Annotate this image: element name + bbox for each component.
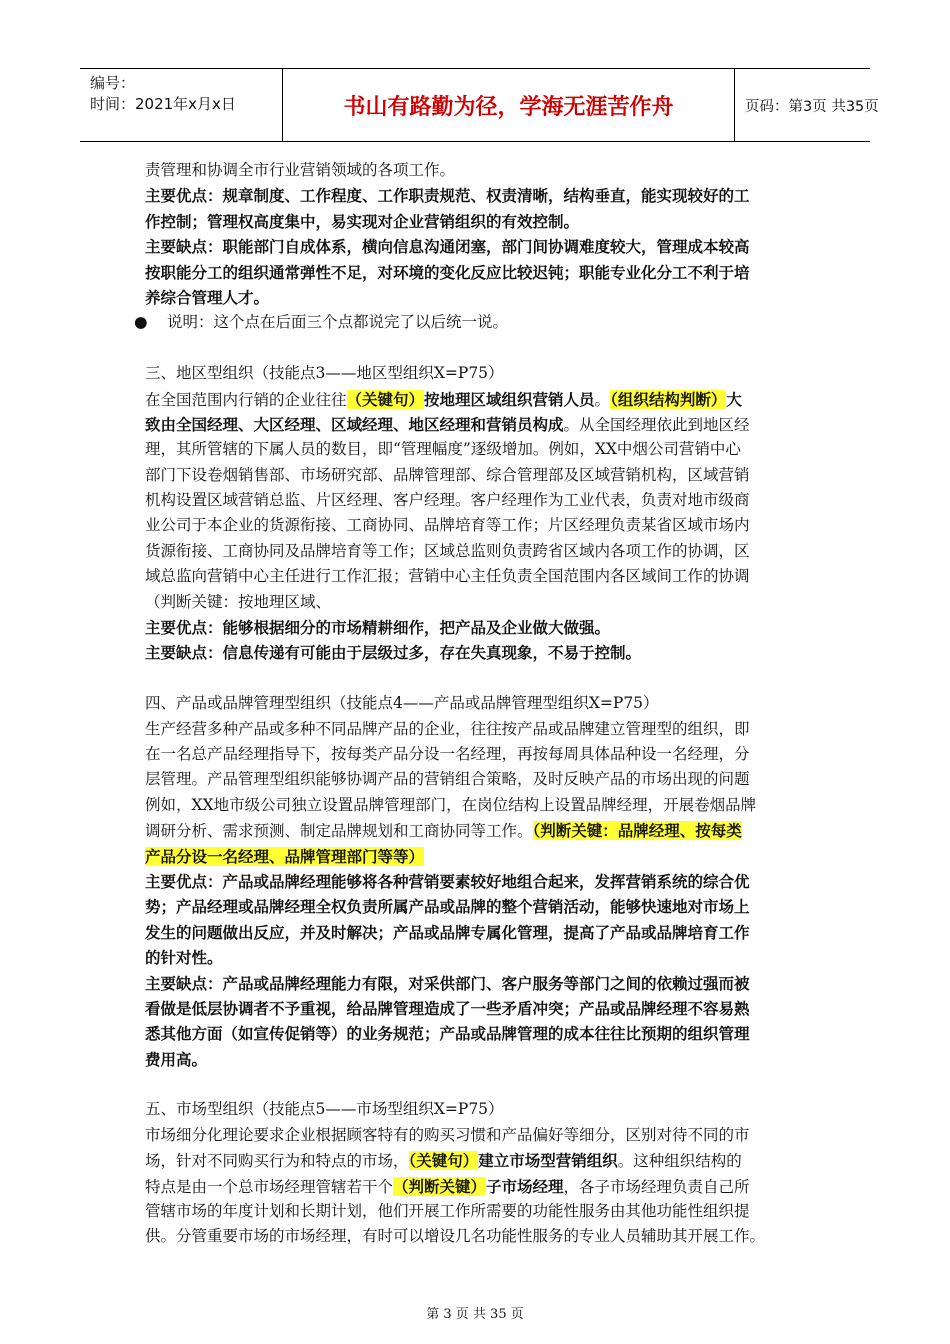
- advantages-line: 势；产品经理或品牌经理全权负责所属产品或品牌的整个营销活动，能够快速地对市场上: [145, 897, 750, 917]
- note-text: 说明：这个点在后面三个点都说完了以后统一说。: [167, 313, 509, 332]
- text-line: （判断关键：按地理区域、: [145, 592, 332, 611]
- header-motto: 书山有路勤为径，学海无涯苦作舟: [283, 69, 735, 141]
- advantages-line: 发生的问题做出反应，并及时解决；产品或品牌专属化管理，提高了产品或品牌培育工作: [145, 922, 750, 942]
- advantages-line: 主要优点：规章制度、工作程度、工作职责规范、权责清晰，结构垂直，能实现较好的工: [145, 186, 750, 206]
- header-meta: [80, 69, 283, 141]
- advantages-line: 主要优点：能够根据细分的市场精耕细作，把产品及企业做大做强。: [145, 618, 611, 638]
- page-header: [80, 68, 879, 142]
- section-title: 五、市场型组织（技能点5——市场型组织X=P75）: [145, 1100, 504, 1119]
- text-line: 理，其所管辖的下属人员的数目，即“管理幅度”逐级增加。例如，XX中烟公司营销中心: [145, 440, 741, 459]
- date-label: 时间：2021年x月x日: [90, 95, 236, 113]
- text-line: 特点是由一个总市场经理管辖若干个（判断关键）子市场经理，各子市场经理负责自己所: [145, 1176, 750, 1196]
- text-line: 部门下设卷烟销售部、市场研究部、品牌管理部、综合管理部及区域营销机构，区域营销: [145, 465, 750, 484]
- disadvantages-line: 主要缺点：产品或品牌经理能力有限，对采供部门、客户服务等部门之间的依赖过强而被: [145, 973, 750, 993]
- text-line: 责管理和协调全市行业营销领域的各项工作。: [145, 161, 456, 179]
- disadvantages-line: 养综合管理人才。: [145, 287, 270, 307]
- disadvantages-line: 按职能分工的组织通常弹性不足，对环境的变化反应比较迟钝；职能专业化分工不利于培: [145, 262, 750, 282]
- header-page-info: 页码：第3页 共35页: [745, 98, 879, 115]
- disadvantages-line: 费用高。: [145, 1049, 208, 1069]
- disadvantages-line: 看做是低层协调者不予重视，给品牌管理造成了一些矛盾冲突；产品或品牌经理不容易熟: [145, 998, 750, 1018]
- text-line: 供。分管重要市场的市场经理，有时可以增设几名功能性服务的专业人员辅助其开展工作。: [145, 1227, 766, 1246]
- text-line: 业公司于本企业的货源衔接、工商协同、品牌培育等工作；片区经理负责某省区域市场内: [145, 516, 750, 535]
- highlight-key-sentence: （关键句）: [346, 389, 425, 409]
- highlight-judgement-key: （判断关键）: [393, 1176, 487, 1196]
- disadvantages-line: 悉其他方面（如宣传促销等）的业务规范；产品或品牌管理的成本往往比预期的组织管理: [145, 1024, 750, 1044]
- disadvantages-line: 主要缺点：职能部门自成体系，横向信息沟通闭塞，部门间协调难度较大，管理成本较高: [145, 237, 750, 257]
- highlight-judgement-key: （判断关键：品牌经理、按每类: [532, 821, 742, 841]
- text-line: 例如，XX地市级公司独立设置品牌管理部门，在岗位结构上设置品牌经理，开展卷烟品牌: [145, 795, 757, 814]
- text-line: 致由全国经理、大区经理、区域经理、地区经理和营销员构成。从全国经理依此到地区经: [145, 414, 750, 434]
- text-line: 机构设置区域营销总监、片区经理、客户经理。客户经理作为工业代表，负责对地市级商: [145, 491, 750, 510]
- bullet-note: [134, 310, 807, 335]
- text-line: 在全国范围内行销的企业往往（关键句）按地理区域组织营销人员。（组织结构判断）大: [145, 389, 742, 409]
- text-line: 市场细分化理论要求企业根据顾客特有的购买习惯和产品偏好等细分，区别对待不同的市: [145, 1125, 750, 1144]
- highlight-key-sentence: （关键句）: [408, 1151, 479, 1171]
- text-line: 域总监向营销中心主任进行工作汇报；营销中心主任负责全国范围内各区域间工作的协调: [145, 567, 750, 586]
- document-body: [134, 158, 807, 1250]
- highlight-judgement-key: 产品分设一名经理、品牌管理部门等等）: [145, 846, 425, 866]
- disadvantages-line: 主要缺点：信息传递有可能由于层级过多，存在失真现象，不易于控制。: [145, 643, 642, 663]
- section-title: 三、地区型组织（技能点3——地区型组织X=P75）: [145, 364, 504, 383]
- text-line: 管辖市场的年度计划和长期计划，他们开展工作所需要的功能性服务由其他功能性组织提: [145, 1202, 750, 1221]
- text-line: 货源衔接、工商协同及品牌培育等工作；区域总监则负责跨省区域内各项工作的协调，区: [145, 541, 750, 560]
- advantages-line: 的针对性。: [145, 948, 223, 968]
- section-title: 四、产品或品牌管理型组织（技能点4——产品或品牌管理型组织X=P75）: [145, 694, 659, 713]
- text-line: 在一名总产品经理指导下，按每类产品分设一名经理，再按每周具体品种设一名经理，分: [145, 744, 750, 763]
- number-label: 编号：: [90, 74, 136, 92]
- page-footer: 第 3 页 共 35 页: [426, 1307, 524, 1322]
- text-line: 调研分析、需求预测、制定品牌规划和工商协同等工作。（判断关键：品牌经理、按每类: [145, 821, 742, 841]
- text-line: 层管理。产品管理型组织能够协调产品的营销组合策略，及时反映产品的市场出现的问题: [145, 770, 750, 789]
- text-line: [145, 844, 807, 869]
- bullet-icon: ●: [134, 313, 148, 332]
- advantages-line: 主要优点：产品或品牌经理能够将各种营销要素较好地组合起来，发挥营销系统的综合优: [145, 871, 750, 891]
- text-line: 场，针对不同购买行为和特点的市场，（关键句）建立市场型营销组织。这种组织结构的: [145, 1151, 742, 1171]
- advantages-line: 作控制；管理权高度集中，易实现对企业营销组织的有效控制。: [145, 211, 580, 231]
- highlight-structure-judgement: （组织结构判断）: [610, 389, 727, 409]
- text-line: 生产经营多种产品或多种不同品牌产品的企业，往往按产品或品牌建立管理型的组织，即: [145, 719, 750, 738]
